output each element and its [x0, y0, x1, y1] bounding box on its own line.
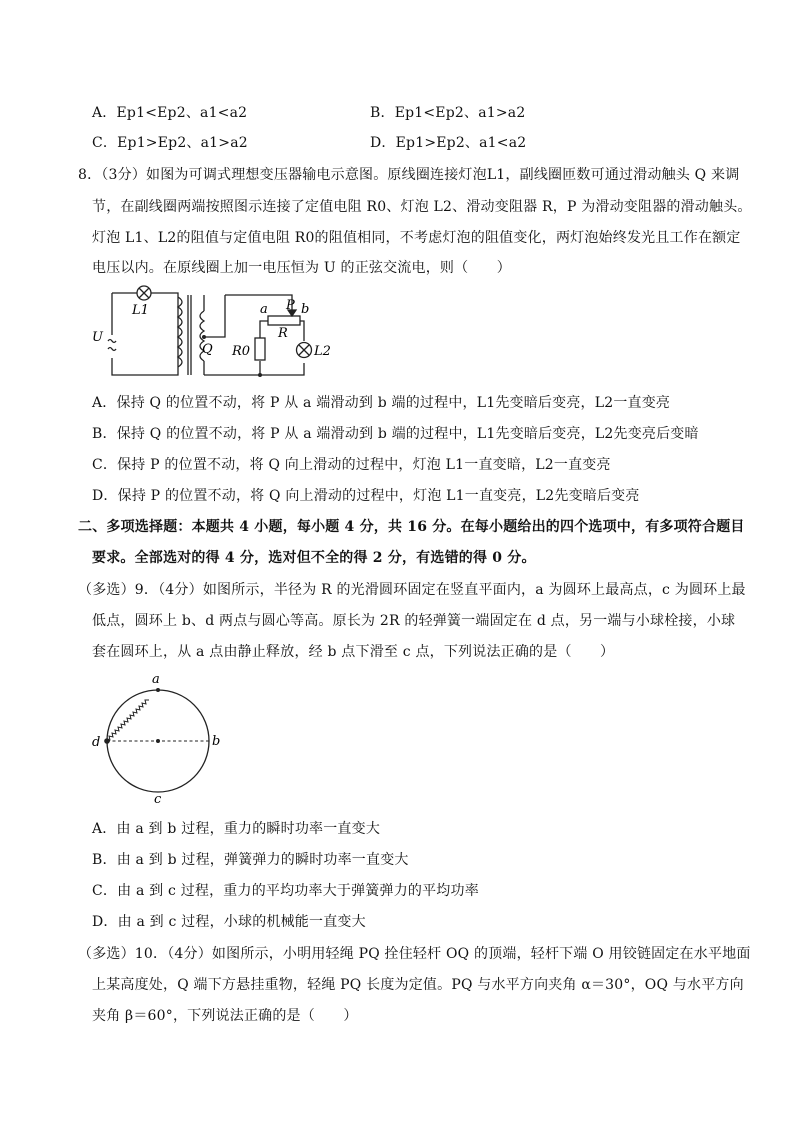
q9-option-d: D．由 a 到 c 过程，小球的机械能一直变大 — [92, 914, 366, 930]
transformer-circuit-figure — [92, 283, 331, 383]
q8-stem-line-4: 电压以内。在原线圈上加一电压恒为 U 的正弦交流电，则（ ） — [92, 260, 511, 276]
q7-option-c: C．Ep1>Ep2、a1>a2 — [92, 135, 248, 151]
q9-stem-line-1: （多选）9．（4分）如图所示，半径为 R 的光滑圆环固定在竖直平面内，a 为圆环上最高点，c 为圆环上最 — [78, 582, 746, 598]
q8-option-c: C．保持 P 的位置不动，将 Q 向上滑动的过程中，灯泡 L1一直变暗，L2一直变亮 — [92, 457, 611, 473]
fig-label-r0: R0 — [232, 344, 251, 359]
q9-option-b: B．由 a 到 b 过程，弹簧弹力的瞬时功率一直变大 — [92, 852, 409, 868]
q7-option-a: A．Ep1<Ep2、a1<a2 — [92, 105, 248, 121]
fig-label-b: b — [301, 302, 310, 317]
fig-label-q: Q — [202, 342, 213, 357]
fig-label-r: R — [278, 326, 288, 341]
fig-label-a: a — [260, 302, 268, 317]
section-2-header-line-1: 二、多项选择题：本题共 4 小题，每小题 4 分，共 16 分。在每小题给出的四个选项中，有多项符合题目 — [78, 519, 745, 535]
fig-label-b-right: b — [212, 734, 221, 749]
ring-spring-figure — [90, 670, 230, 807]
q7-option-b: B．Ep1<Ep2、a1>a2 — [370, 105, 526, 121]
fig-label-c-bottom: c — [154, 792, 162, 807]
q9-option-a: A．由 a 到 b 过程，重力的瞬时功率一直变大 — [92, 821, 381, 837]
fig-label-a-top: a — [152, 672, 160, 687]
fig-label-d-left: d — [92, 735, 101, 750]
q10-stem-line-1: （多选）10．（4分）如图所示，小明用轻绳 PQ 拴住轻杆 OQ 的顶端，轻杆下端 O 用铰链固定在水平地面 — [78, 946, 751, 962]
q8-stem-line-3: 灯泡 L1、L2的阻值与定值电阻 R0的阻值相同，不考虑灯泡的阻值变化，两灯泡始终发光且工作在额定 — [92, 230, 741, 246]
q8-option-d: D．保持 P 的位置不动，将 Q 向上滑动的过程中，灯泡 L1一直变亮，L2先变暗后变亮 — [92, 488, 640, 504]
q8-stem-line-2: 节，在副线圈两端按照图示连接了定值电阻 R0、灯泡 L2、滑动变阻器 R，P 为滑动变阻器的滑动触头。 — [92, 199, 752, 215]
fig-label-p: P — [286, 298, 295, 313]
fig-label-u: U — [92, 330, 103, 345]
q7-option-d: D．Ep1>Ep2、a1<a2 — [370, 135, 527, 151]
q10-stem-line-2: 上某高度处，Q 端下方悬挂重物，轻绳 PQ 长度为定值。PQ 与水平方向夹角 α＝30°，OQ 与水平方向 — [92, 977, 744, 993]
q8-option-b: B．保持 Q 的位置不动，将 P 从 a 端滑动到 b 端的过程中，L1先变暗后变亮，L2先变亮后变暗 — [92, 426, 699, 442]
q10-stem-line-3: 夹角 β＝60°，下列说法正确的是（ ） — [92, 1008, 358, 1024]
fig-label-l2: L2 — [314, 344, 331, 359]
q9-stem-line-2: 低点，圆环上 b、d 两点与圆心等高。原长为 2R 的轻弹簧一端固定在 d 点，另一端与小球栓接，小球 — [92, 613, 736, 629]
q9-stem-line-3: 套在圆环上，从 a 点由静止释放，经 b 点下滑至 c 点，下列说法正确的是（ ） — [92, 644, 615, 660]
fig-label-l1: L1 — [132, 303, 149, 318]
section-2-header-line-2: 要求。全部选对的得 4 分，选对但不全的得 2 分，有选错的得 0 分。 — [92, 550, 536, 566]
q8-stem-line-1: 8．（3分）如图为可调式理想变压器输电示意图。原线圈连接灯泡L1，副线圈匝数可通过滑动触头 Q 来调 — [78, 167, 740, 183]
q9-option-c: C．由 a 到 c 过程，重力的平均功率大于弹簧弹力的平均功率 — [92, 883, 479, 899]
q8-option-a: A．保持 Q 的位置不动，将 P 从 a 端滑动到 b 端的过程中，L1先变暗后变亮，L2一直变亮 — [92, 395, 671, 411]
